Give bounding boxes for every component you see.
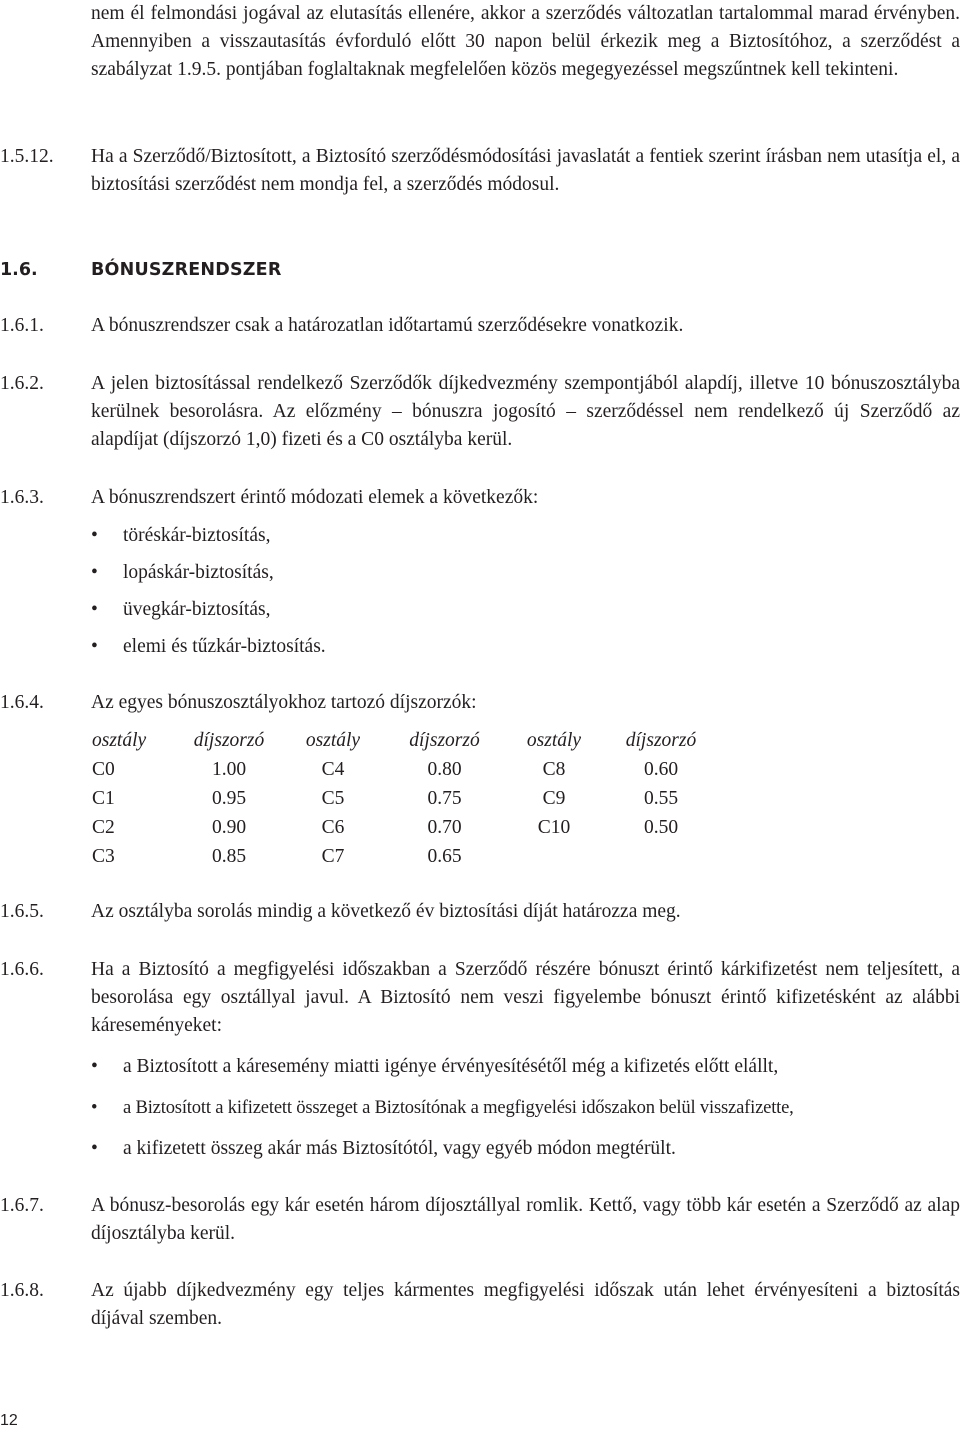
table-cell: 0.85 <box>211 846 247 867</box>
table-cell: C10 <box>537 817 571 838</box>
clause-1-6-4 <box>0 689 960 717</box>
clause-1-6-6 <box>0 956 960 1040</box>
clause-number: 1.6.5. <box>0 901 44 922</box>
bullet-icon: • <box>91 1056 98 1077</box>
table-cell: C8 <box>542 759 566 780</box>
table-cell: C4 <box>321 759 345 780</box>
list-item: • a Biztosított a káresemény miatti igénye érvényesítésétől még a kifizetés előtt elállt, <box>91 1053 960 1094</box>
clause-1-6-3 <box>0 484 960 512</box>
table-header-row <box>92 726 721 755</box>
table-row <box>92 755 721 784</box>
clause-text: Az újabb díjkedvezmény egy teljes kármentes megfigyelési időszak után lehet érvényesíteni a biztosítás díjával szemben. <box>91 1280 960 1329</box>
list-item: • üvegkár-biztosítás, <box>91 596 960 633</box>
clause-1-5-12 <box>0 143 960 199</box>
paragraph-text: nem él felmondási jogával az elutasítás ellenére, akkor a szerződés változatlan tartalommal marad érvényben. Amennyiben a visszautasítás évforduló előtt 30 napon belül érkezik meg a Biztosítóhoz, a szerződést a szabályzat 1.9.5. pontjában foglaltaknak megfelelően közös megegyezéssel megszűntnek kell tekinteni. <box>91 3 960 80</box>
table-row <box>92 842 721 871</box>
clause-text: Ha a Szerződő/Biztosított, a Biztosító szerződésmódosítási javaslatát a fentiek szerint írásban nem utasítja el, a biztosítási szerződést nem mondja fel, a szerződés módosul. <box>91 146 960 195</box>
clause-text: Az egyes bónuszosztályokhoz tartozó díjszorzók: <box>91 692 477 713</box>
table-cell: 0.95 <box>211 788 247 809</box>
clause-1-6-1 <box>0 312 960 340</box>
column-header: díjszorzó <box>409 730 480 751</box>
bonus-multiplier-table <box>92 726 721 871</box>
list-item: • a kifizetett összeg akár más Biztosítótól, vagy egyéb módon megtérült. <box>91 1135 960 1176</box>
clause-1-6-7 <box>0 1192 960 1248</box>
bullet-icon: • <box>91 599 98 620</box>
clause-text: Ha a Biztosító a megfigyelési időszakban a Szerződő részére bónuszt érintő kárkifizetést nem teljesített, a besorolása egy osztállyal javul. A Biztosító nem veszi figyelembe bónuszt érintő kifizetésként az alábbi káreseményeket: <box>91 959 960 1036</box>
column-header: díjszorzó <box>193 730 265 751</box>
table-cell: 0.75 <box>427 788 462 809</box>
bullet-icon: • <box>91 562 98 583</box>
table-cell: C6 <box>321 817 345 838</box>
table-cell: 0.55 <box>643 788 679 809</box>
table-cell: 0.50 <box>643 817 679 838</box>
list-item: • a Biztosított a kifizetett összeget a Biztosítónak a megfigyelési időszakon belül visszafizette, <box>91 1094 960 1135</box>
clause-number: 1.6.4. <box>0 692 44 713</box>
list-1-6-3 <box>91 522 960 670</box>
table-cell <box>601 842 721 871</box>
table-cell: C2 <box>92 817 115 838</box>
clause-text: A bónuszrendszer csak a határozatlan időtartamú szerződésekre vonatkozik. <box>91 315 684 336</box>
clause-number: 1.5.12. <box>0 146 54 167</box>
clause-number: 1.6.3. <box>0 487 44 508</box>
bullet-icon: • <box>91 525 98 546</box>
table-cell: 0.80 <box>427 759 462 780</box>
clause-1-6-8 <box>0 1277 960 1333</box>
table-cell: 0.90 <box>211 817 247 838</box>
bullet-icon: • <box>91 1138 98 1159</box>
clause-number: 1.6.7. <box>0 1195 44 1216</box>
column-header: díjszorzó <box>625 730 697 751</box>
clause-number: 1.6.8. <box>0 1280 44 1301</box>
clause-1-6-2 <box>0 370 960 454</box>
table-cell: C0 <box>92 759 115 780</box>
page-number: 12 <box>0 1412 18 1429</box>
list-item: • töréskár-biztosítás, <box>91 522 960 559</box>
table-cell: C3 <box>92 846 115 867</box>
table-cell: C7 <box>321 846 345 867</box>
table-cell: C9 <box>542 788 566 809</box>
table-cell: 0.60 <box>643 759 679 780</box>
clause-number: 1.6.1. <box>0 315 44 336</box>
section-title: BÓNUSZRENDSZER <box>91 260 282 280</box>
table-cell <box>507 842 601 871</box>
clause-text: Az osztályba sorolás mindig a következő év biztosítási díját határozza meg. <box>91 901 681 922</box>
clause-1-6-5 <box>0 898 960 926</box>
clause-text: A bónusz-besorolás egy kár esetén három díjosztállyal romlik. Kettő, vagy több kár esetén a Szerződő az alap díjosztályba kerül. <box>91 1195 960 1244</box>
clause-number: 1.6.6. <box>0 959 44 980</box>
bullet-icon: • <box>91 1097 98 1118</box>
column-header: osztály <box>305 730 361 751</box>
list-item: • elemi és tűzkár-biztosítás. <box>91 633 960 670</box>
bullet-icon: • <box>91 636 98 657</box>
table-cell: 0.65 <box>427 846 462 867</box>
list-1-6-6 <box>91 1053 960 1176</box>
table-cell: 1.00 <box>211 759 247 780</box>
table-row <box>92 813 721 842</box>
paragraph-continuation <box>0 0 960 84</box>
table-cell: C5 <box>321 788 345 809</box>
table-cell: 0.70 <box>427 817 462 838</box>
column-header: osztály <box>526 730 582 751</box>
table-cell: C1 <box>92 788 115 809</box>
clause-number: 1.6.2. <box>0 373 44 394</box>
column-header: osztály <box>92 730 147 751</box>
clause-text: A bónuszrendszert érintő módozati elemek a következők: <box>91 487 539 508</box>
clause-text: A jelen biztosítással rendelkező Szerződők díjkedvezmény szempontjából alapdíj, illetve 10 bónuszosztályba kerülnek besorolásra. Az előzmény – bónuszra jogosító – szerződéssel nem rendelkező új Szerződő az alapdíjat (díjszorzó 1,0) fizeti és a C0 osztályba kerül. <box>91 373 960 450</box>
list-item: • lopáskár-biztosítás, <box>91 559 960 596</box>
section-number: 1.6. <box>0 260 38 280</box>
table-row <box>92 784 721 813</box>
